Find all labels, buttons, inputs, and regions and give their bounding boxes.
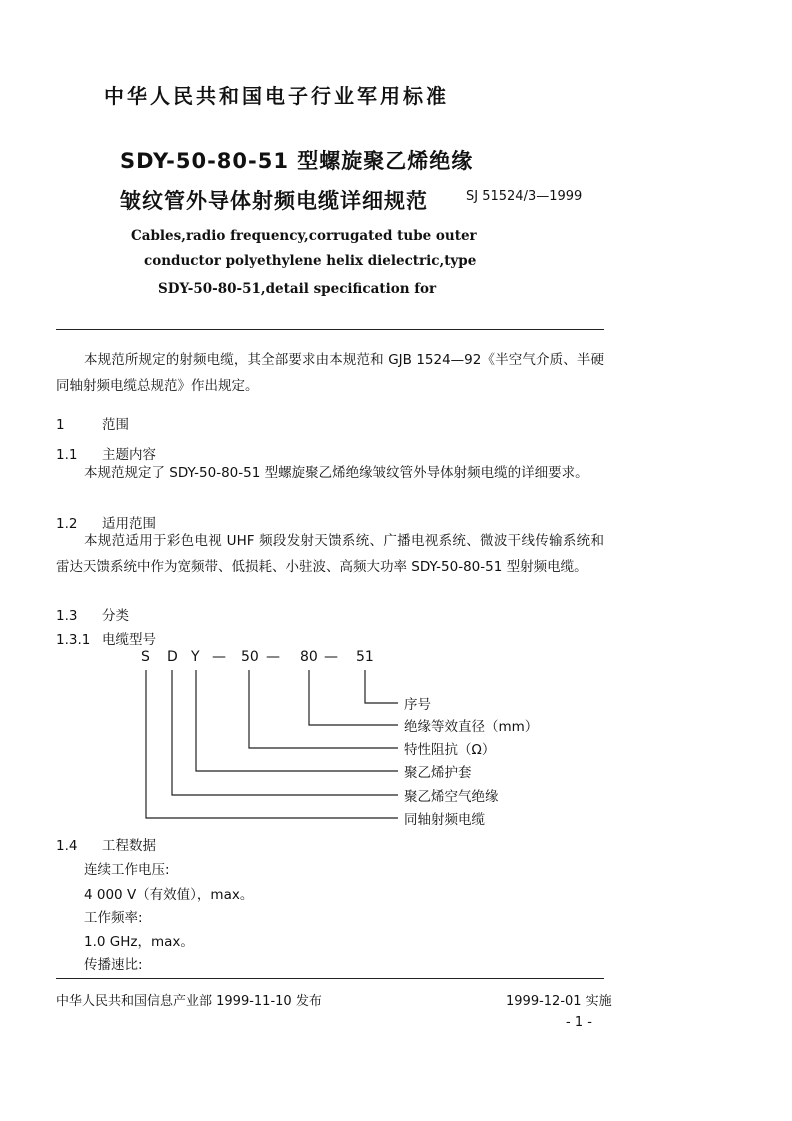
section-1-1-text: 本规范规定了 SDY-50-80-51 型螺旋聚乙烯绝缘皱纹管外导体射频电缆的详细要求。 [84, 465, 589, 481]
model-dash: — [324, 649, 338, 665]
connector-line-cable [146, 670, 398, 818]
section-number: 1.3.1 [56, 632, 91, 648]
organization-title: 中华人民共和国电子行业军用标准 [104, 84, 449, 108]
model-code-51: 51 [356, 649, 374, 665]
model-dash: — [212, 649, 226, 665]
section-title: 主题内容 [102, 447, 156, 463]
label-insulation: 聚乙烯空气绝缘 [404, 789, 499, 805]
page-number: - 1 - [566, 1015, 592, 1030]
section-title: 电缆型号 [102, 632, 156, 648]
title-cn-line2: 皱纹管外导体射频电缆详细规范 [120, 189, 428, 213]
section-number: 1.1 [56, 447, 78, 463]
label-insulation-diameter: 绝缘等效直径（mm） [404, 719, 539, 735]
label-impedance: 特性阻抗（Ω） [404, 742, 496, 758]
section-number: 1.2 [56, 516, 78, 532]
connector-line-sheath [196, 670, 398, 771]
engineering-data-line: 工作频率: [84, 910, 143, 926]
engineering-data-line: 4 000 V（有效值），max。 [84, 887, 254, 903]
model-dash: — [266, 649, 280, 665]
connector-line-serial [365, 670, 398, 703]
section-number: 1 [56, 417, 65, 433]
model-code-50: 50 [241, 649, 259, 665]
section-1-4-heading [56, 834, 156, 854]
section-title: 适用范围 [102, 516, 156, 532]
section-title: 范围 [102, 417, 129, 433]
issuer-line: 中华人民共和国信息产业部 1999-11-10 发布 [56, 994, 322, 1009]
model-letter-y: Y [191, 649, 200, 665]
engineering-data-line: 1.0 GHz，max。 [84, 934, 194, 950]
model-letter-d: D [167, 649, 178, 665]
footer-divider [56, 978, 604, 979]
intro-paragraph: 本规范所规定的射频电缆，其全部要求由本规范和 GJB 1524—92《半空气介质、半硬同轴射频电缆总规范》作出规定。 [56, 352, 604, 394]
section-number: 1.3 [56, 608, 78, 624]
model-code-80: 80 [300, 649, 318, 665]
title-en-line3: SDY-50-80-51,detail specification for [158, 281, 437, 297]
title-en-line2: conductor polyethylene helix dielectric,type [144, 253, 477, 269]
section-number: 1.4 [56, 838, 78, 854]
effective-date: 1999-12-01 实施 [506, 994, 612, 1009]
title-cn-line1: SDY-50-80-51 型螺旋聚乙烯绝缘 [120, 149, 474, 173]
engineering-data-line: 连续工作电压: [84, 862, 170, 878]
section-1-2-text: 本规范适用于彩色电视 UHF 频段发射天馈系统、广播电视系统、微波干线传输系统和雷达天馈系统中作为宽频带、低损耗、小驻波、高频大功率 SDY-50-80-51 型射频电缆。 [56, 533, 604, 575]
title-en-line1: Cables,radio frequency,corrugated tube outer [131, 228, 477, 244]
connector-line-insulation [172, 670, 398, 795]
label-cable-type: 同轴射频电缆 [404, 812, 485, 828]
label-serial-number: 序号 [404, 697, 431, 713]
section-title: 工程数据 [102, 838, 156, 854]
label-sheath: 聚乙烯护套 [404, 765, 472, 781]
model-letter-s: S [141, 649, 150, 665]
standard-code: SJ 51524/3—1999 [466, 189, 583, 204]
engineering-data-line: 传播速比: [84, 957, 143, 973]
connector-line-impedance [249, 670, 398, 748]
section-title: 分类 [102, 608, 129, 624]
connector-line-diameter [309, 670, 398, 725]
